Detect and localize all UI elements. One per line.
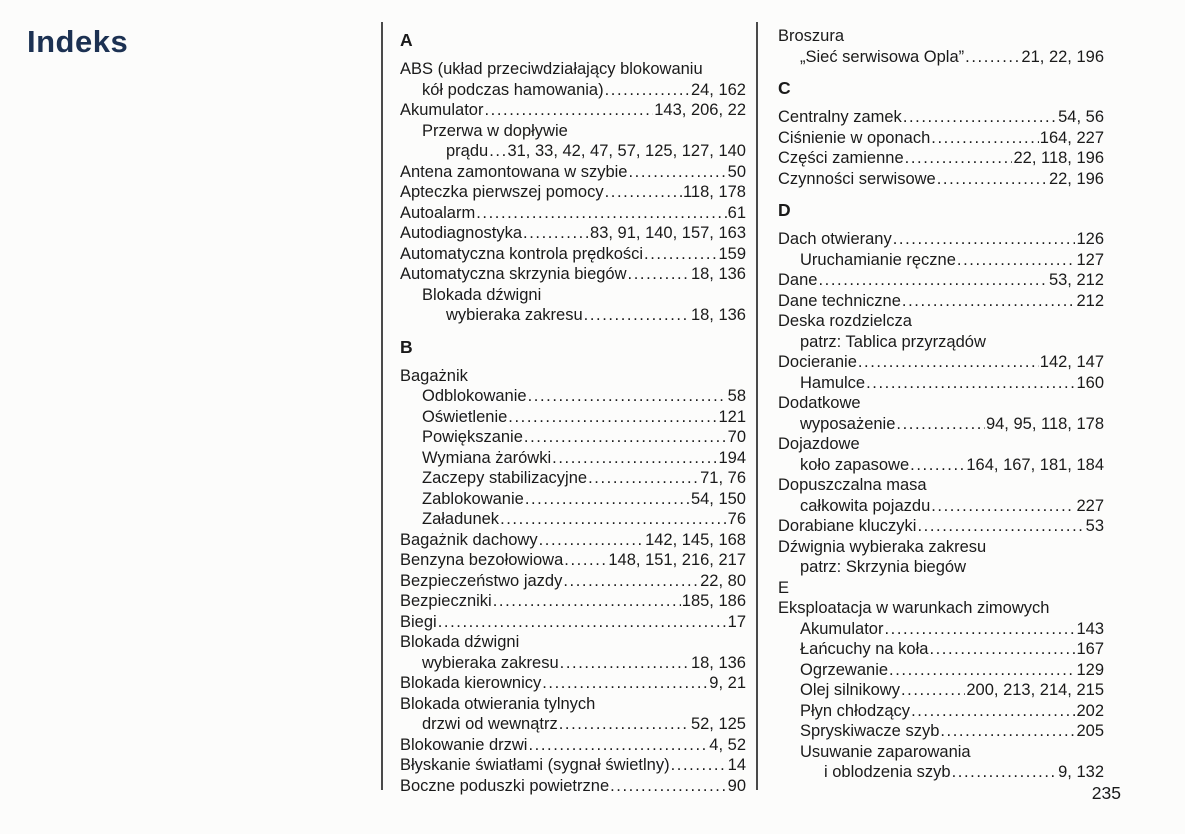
entry-text: wybieraka zakresu <box>446 306 583 324</box>
dot-leader <box>484 100 653 121</box>
entry-text: Dopuszczalna masa <box>778 476 927 494</box>
entry-pages: 83, 91, 140, 157, 163 <box>590 224 746 242</box>
entry-text: Błyskanie światłami (sygnał świetlny) <box>400 756 670 774</box>
index-entry <box>400 714 746 735</box>
dot-leader <box>866 373 1075 394</box>
entry-pages: 53 <box>1085 517 1104 535</box>
entry-pages: 18, 136 <box>690 306 746 324</box>
entry-text: Broszura <box>778 27 845 45</box>
index-entry <box>778 250 1104 271</box>
entry-text: Olej silnikowy <box>800 681 900 699</box>
entry-pages: 200, 213, 214, 215 <box>966 681 1104 699</box>
entry-pages: 22, 80 <box>700 571 746 590</box>
dot-leader <box>508 407 717 428</box>
index-entry <box>778 107 1104 128</box>
index-entry <box>400 182 746 203</box>
entry-text: Apteczka pierwszej pomocy <box>400 183 604 201</box>
dot-leader <box>564 550 607 571</box>
entry-text: Zablokowanie <box>422 489 524 508</box>
index-entry <box>400 591 746 612</box>
dot-leader <box>929 639 1075 660</box>
entry-text: Odblokowanie <box>422 387 527 405</box>
index-entry <box>400 427 746 448</box>
entry-pages: 148, 151, 216, 217 <box>608 551 746 569</box>
entry-pages: 121 <box>718 407 746 426</box>
entry-text: Dorabiane kluczyki <box>778 517 917 535</box>
index-entry <box>400 612 746 633</box>
entry-pages: 167 <box>1076 640 1104 658</box>
dot-leader <box>524 427 727 448</box>
entry-text: Ogrzewanie <box>800 660 889 679</box>
dot-leader <box>910 455 965 476</box>
index-column-1 <box>400 30 746 796</box>
entry-pages: 54, 150 <box>690 489 746 508</box>
entry-pages: 9, 132 <box>1058 763 1104 781</box>
entry-pages: 22, 118, 196 <box>1013 149 1104 167</box>
dot-leader <box>560 653 690 674</box>
index-entry <box>400 550 746 571</box>
index-entry <box>400 223 746 244</box>
entry-text: Wymiana żarówki <box>422 448 552 467</box>
entry-text: Czynności serwisowe <box>778 169 936 188</box>
entry-pages: 70 <box>727 428 746 446</box>
entry-pages: 18, 136 <box>690 265 746 283</box>
entry-text: Blokowanie drzwi <box>400 735 528 754</box>
entry-pages: 21, 22, 196 <box>1021 47 1104 66</box>
dot-leader <box>500 509 727 530</box>
entry-pages: 14 <box>727 756 746 774</box>
index-entry <box>778 352 1104 373</box>
index-entry <box>400 653 746 674</box>
index-entry <box>400 571 746 592</box>
dot-leader <box>628 162 726 183</box>
entry-text: Dojazdowe <box>778 435 860 453</box>
entry-text: Akumulator <box>800 619 884 638</box>
section-header-b: B <box>400 336 413 357</box>
dot-leader <box>628 264 690 285</box>
dot-leader <box>940 721 1075 742</box>
dot-leader <box>671 755 727 776</box>
index-entry <box>400 407 746 428</box>
entry-text: Biegi <box>400 612 437 631</box>
entry-pages: 31, 33, 42, 47, 57, 125, 127, 140 <box>507 142 746 160</box>
entry-text: Bagażnik dachowy <box>400 530 538 549</box>
index-entry <box>778 311 1104 332</box>
index-entry <box>778 169 1104 190</box>
entry-pages: 212 <box>1076 291 1104 310</box>
index-entry <box>400 489 746 510</box>
dot-leader <box>525 489 690 510</box>
entry-pages: 164, 167, 181, 184 <box>966 455 1104 474</box>
section-header-d: D <box>778 200 791 220</box>
entry-text: Bezpieczniki <box>400 592 492 610</box>
section-header-c: C <box>778 78 791 98</box>
index-entry <box>778 270 1104 291</box>
entry-text: Ciśnienie w oponach <box>778 128 931 147</box>
index-entry <box>778 742 1104 763</box>
entry-text: Przerwa w dopływie <box>422 121 568 140</box>
entry-text: Automatyczna kontrola prędkości <box>400 244 644 263</box>
dot-leader <box>952 762 1058 783</box>
dot-leader <box>610 776 727 797</box>
entry-pages: 118, 178 <box>682 183 746 201</box>
entry-pages: 94, 95, 118, 178 <box>985 414 1104 433</box>
entry-text: Blokada dźwigni <box>422 285 542 304</box>
index-entry <box>400 285 746 306</box>
index-entry <box>778 721 1104 742</box>
index-entry <box>400 694 746 715</box>
dot-leader <box>911 701 1075 722</box>
dot-leader <box>957 250 1076 271</box>
index-entry <box>400 305 746 326</box>
entry-text: Akumulator <box>400 101 484 119</box>
index-entry <box>778 393 1104 414</box>
entry-pages: 58 <box>727 387 746 405</box>
entry-pages: 52, 125 <box>690 715 746 733</box>
index-entry <box>778 557 1104 578</box>
entry-text: Usuwanie zaparowania <box>800 742 971 761</box>
entry-text: Boczne poduszki powietrzne <box>400 776 610 795</box>
dot-leader <box>584 305 690 326</box>
entry-text: „Sieć serwisowa Opla” <box>800 47 965 66</box>
index-entry <box>778 128 1104 149</box>
entry-pages: 194 <box>718 448 746 467</box>
dot-leader <box>559 714 690 735</box>
entry-pages: 227 <box>1076 496 1104 515</box>
entry-text: Deska rozdzielcza <box>778 312 912 330</box>
entry-pages: 126 <box>1076 230 1104 248</box>
index-entry <box>400 264 746 285</box>
entry-text: prądu <box>446 142 489 160</box>
entry-pages: 90 <box>727 776 746 795</box>
index-entry <box>400 386 746 407</box>
entry-text: Części zamienne <box>778 149 904 167</box>
entry-pages: 202 <box>1076 701 1104 720</box>
entry-text: Łańcuchy na koła <box>800 640 929 658</box>
entry-text: Powiększanie <box>422 428 523 446</box>
entry-pages: 50 <box>727 162 746 181</box>
dot-leader <box>605 182 682 203</box>
index-entry <box>778 373 1104 394</box>
dot-leader <box>523 223 589 244</box>
entry-text: Autodiagnostyka <box>400 224 523 242</box>
index-entry <box>400 468 746 489</box>
dot-leader <box>937 169 1048 190</box>
entry-text: Hamulce <box>800 373 866 392</box>
entry-text: drzwi od wewnątrz <box>422 715 558 733</box>
entry-text: patrz: Tablica przyrządów <box>800 332 986 351</box>
entry-pages: 129 <box>1076 660 1104 679</box>
dot-leader <box>644 244 717 265</box>
index-entry <box>400 776 746 797</box>
dot-leader <box>542 673 708 694</box>
index-column-2 <box>778 26 1104 783</box>
dot-leader <box>896 414 985 435</box>
index-entry <box>400 509 746 530</box>
dot-leader <box>552 448 717 469</box>
index-entry <box>778 598 1104 619</box>
index-entry <box>778 475 1104 496</box>
entry-text: Bagażnik <box>400 366 468 385</box>
entry-text: Blokada kierownicy <box>400 674 542 692</box>
index-entry <box>400 203 746 224</box>
page-number: 235 <box>1091 783 1121 803</box>
entry-pages: 22, 196 <box>1048 169 1104 188</box>
entry-text: koło zapasowe <box>800 455 910 474</box>
entry-text: Załadunek <box>422 510 500 528</box>
index-entry <box>778 47 1104 68</box>
entry-pages: 143 <box>1076 619 1104 638</box>
entry-text: Zaczepy stabilizacyjne <box>422 469 588 487</box>
dot-leader <box>884 619 1075 640</box>
entry-pages: 18, 136 <box>690 653 746 672</box>
dot-leader <box>528 735 708 756</box>
entry-text: Dane <box>778 271 818 289</box>
entry-text: kół podczas hamowania) <box>422 80 604 99</box>
index-entry <box>778 680 1104 701</box>
index-entry <box>778 496 1104 517</box>
entry-pages: 24, 162 <box>690 80 746 99</box>
section-header-a: A <box>400 30 413 50</box>
index-entry <box>400 530 746 551</box>
entry-text: Automatyczna skrzynia biegów <box>400 265 627 283</box>
index-entry <box>778 434 1104 455</box>
entry-pages: 143, 206, 22 <box>654 101 746 119</box>
section-header-e: E <box>778 578 790 597</box>
index-entry <box>400 121 746 142</box>
dot-leader <box>818 270 1047 291</box>
entry-pages: 142, 145, 168 <box>645 530 746 549</box>
entry-pages: 53, 212 <box>1048 271 1104 289</box>
entry-text: i oblodzenia szyb <box>824 763 951 781</box>
entry-pages: 9, 21 <box>709 674 746 692</box>
entry-pages: 76 <box>727 510 746 528</box>
index-entry <box>778 660 1104 681</box>
entry-text: wybieraka zakresu <box>422 653 559 672</box>
entry-pages: 185, 186 <box>681 592 746 610</box>
entry-pages: 164, 227 <box>1039 128 1104 147</box>
index-entry <box>400 162 746 183</box>
dot-leader <box>489 141 506 162</box>
index-entry <box>400 366 746 387</box>
dot-leader <box>588 468 699 489</box>
dot-leader <box>889 660 1075 681</box>
index-entry <box>400 244 746 265</box>
index-entry <box>400 632 746 653</box>
entry-text: wyposażenie <box>800 414 896 433</box>
index-entry <box>778 26 1104 47</box>
page-title: Indeks <box>27 24 129 59</box>
entry-text: Blokada dźwigni <box>400 633 520 651</box>
index-entry <box>778 229 1104 250</box>
index-entry <box>778 762 1104 783</box>
index-entry <box>778 414 1104 435</box>
dot-leader <box>539 530 644 551</box>
entry-pages: 61 <box>727 203 746 222</box>
index-entry <box>778 516 1104 537</box>
index-entry <box>400 59 746 80</box>
dot-leader <box>438 612 727 633</box>
column-divider-right <box>756 22 758 790</box>
entry-text: Uruchamianie ręczne <box>800 250 956 269</box>
index-entry <box>778 639 1104 660</box>
entry-text: Dodatkowe <box>778 394 861 412</box>
entry-text: Spryskiwacze szyb <box>800 722 940 740</box>
entry-text: Eksploatacja w warunkach zimowych <box>778 599 1050 617</box>
entry-text: Antena zamontowana w szybie <box>400 162 628 181</box>
entry-text: Centralny zamek <box>778 108 902 126</box>
entry-text: ABS (układ przeciwdziałający blokowaniu <box>400 60 703 78</box>
index-entry <box>400 448 746 469</box>
entry-text: Benzyna bezołowiowa <box>400 551 564 569</box>
dot-leader <box>893 229 1076 250</box>
entry-pages: 205 <box>1076 722 1104 740</box>
entry-text: Dach otwierany <box>778 230 892 248</box>
entry-text: Dźwignia wybieraka zakresu <box>778 537 987 556</box>
dot-leader <box>965 47 1020 68</box>
entry-text: Autoalarm <box>400 203 476 222</box>
dot-leader <box>858 352 1039 373</box>
dot-leader <box>476 203 726 224</box>
index-entry <box>778 619 1104 640</box>
index-entry <box>400 141 746 162</box>
dot-leader <box>931 128 1039 149</box>
index-entry <box>400 673 746 694</box>
entry-text: Płyn chłodzący <box>800 701 911 720</box>
dot-leader <box>903 107 1057 128</box>
index-entry <box>400 100 746 121</box>
entry-pages: 142, 147 <box>1039 353 1104 371</box>
index-entry <box>400 735 746 756</box>
entry-text: Dane techniczne <box>778 291 901 310</box>
dot-leader <box>605 80 690 101</box>
entry-text: patrz: Skrzynia biegów <box>800 558 966 576</box>
entry-pages: 71, 76 <box>700 469 746 487</box>
index-entry <box>400 80 746 101</box>
index-entry <box>778 455 1104 476</box>
entry-pages: 54, 56 <box>1058 108 1104 126</box>
entry-pages: 127 <box>1076 250 1104 269</box>
index-entry <box>778 701 1104 722</box>
entry-text: całkowita pojazdu <box>800 496 931 515</box>
dot-leader <box>901 680 965 701</box>
entry-pages: 160 <box>1076 373 1104 392</box>
index-entry <box>778 332 1104 353</box>
entry-text: Docieranie <box>778 353 857 371</box>
index-entry <box>400 755 746 776</box>
entry-text: Bezpieczeństwo jazdy <box>400 571 563 590</box>
dot-leader <box>528 386 727 407</box>
index-entry <box>778 148 1104 169</box>
entry-pages: 159 <box>718 244 746 263</box>
index-entry <box>778 291 1104 312</box>
dot-leader <box>917 516 1084 537</box>
dot-leader <box>931 496 1075 517</box>
entry-pages: 17 <box>727 612 746 631</box>
dot-leader <box>902 291 1076 312</box>
entry-text: Oświetlenie <box>422 407 508 426</box>
entry-pages: 4, 52 <box>709 735 746 754</box>
index-entry <box>778 537 1104 558</box>
dot-leader <box>493 591 681 612</box>
entry-text: Blokada otwierania tylnych <box>400 694 596 713</box>
dot-leader <box>905 148 1013 169</box>
column-divider-left <box>381 22 383 790</box>
dot-leader <box>563 571 699 592</box>
